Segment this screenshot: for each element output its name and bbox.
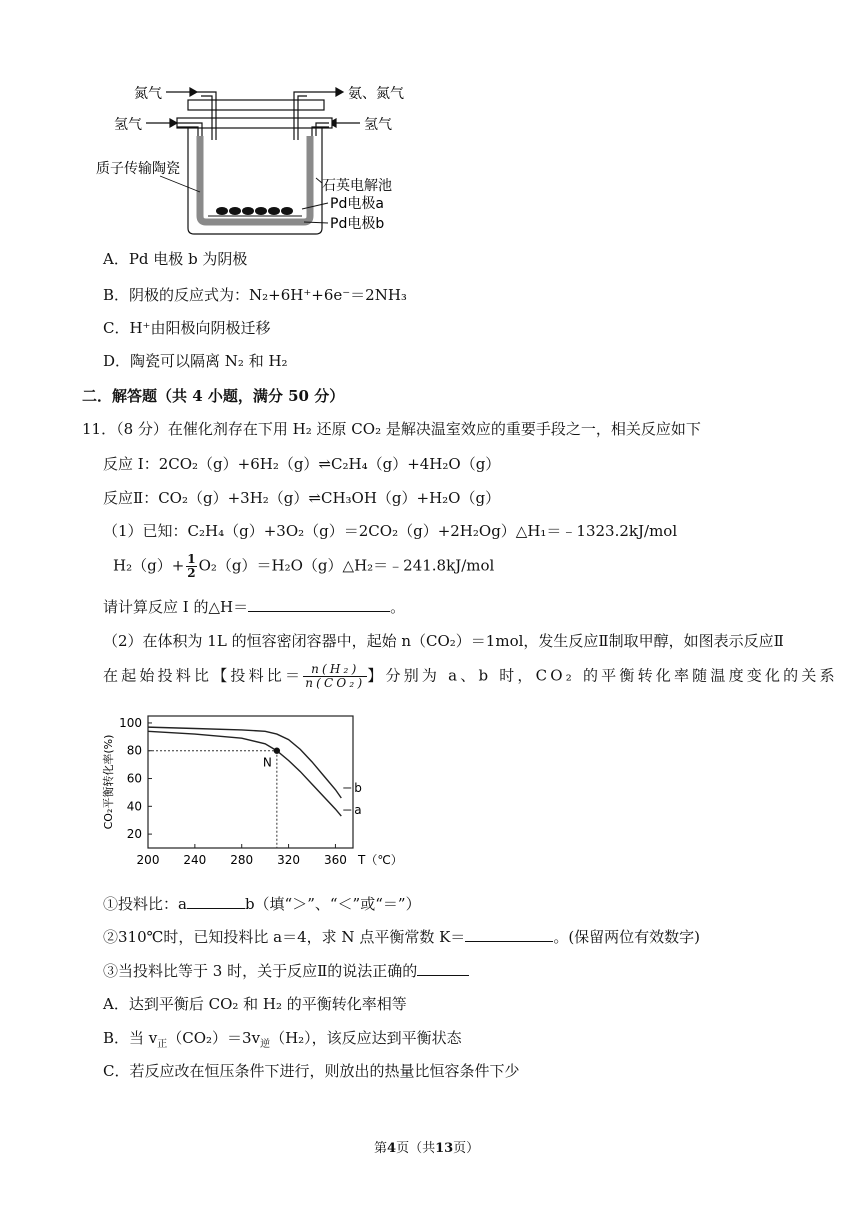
sub-question-3: ③当投料比等于 3 时，关于反应Ⅱ的说法正确的: [103, 960, 469, 981]
part1-question: 请计算反应 I 的△H＝ 。: [103, 598, 406, 616]
part2-line1: （2）在体积为 1L 的恒容密闭容器中，起始 n（CO₂）＝1mol，发生反应Ⅱ制取甲醇，如图表示反应Ⅱ: [103, 632, 784, 650]
annotation-point: [274, 748, 280, 754]
q11-option-a: A．达到平衡后 CO₂ 和 H₂ 的平衡转化率相等: [103, 995, 407, 1013]
answer-blank-ratio[interactable]: [187, 894, 245, 909]
series-line-a: [148, 731, 341, 816]
electrode-a-beads: [216, 207, 293, 215]
series-label-b: b: [354, 780, 362, 795]
q11-option-b: B．当 $v_正(CO_2)=3v_逆(H_2)$，该反应达到平衡状态: [103, 1029, 462, 1050]
quartz-vessel: [188, 128, 322, 234]
y-tick-label: 40: [126, 799, 142, 814]
y-tick-label: 80: [126, 743, 142, 758]
reaction-1: 反应 I：2CO₂（g）+6H₂（g）⇌C₂H₄（g）+4H₂O（g）: [103, 455, 501, 473]
answer-blank-deltaH[interactable]: [248, 597, 390, 612]
answer-blank-K[interactable]: [465, 927, 553, 942]
plot-frame: [148, 716, 353, 848]
q10-option-a: A．Pd 电极 b 为阴极: [103, 250, 248, 268]
nitrogen-in-label: 氮气: [134, 86, 162, 102]
series-line-b: [148, 727, 341, 798]
electrode-a-label: Pd电极a: [330, 196, 384, 212]
q10-option-d: D．陶瓷可以隔离 N₂ 和 H₂: [103, 352, 288, 370]
part1-equation-2: H₂（g）+ $\frac{1}{2}$ O₂（g）＝H₂O（g）△H₂＝﹣241.8kJ/mol: [113, 552, 495, 580]
y-tick-label: 20: [126, 827, 142, 842]
ceramic-label: 质子传输陶瓷: [96, 161, 180, 177]
electrolysis-apparatus-diagram: [90, 78, 420, 238]
q10-option-c: C．H⁺由阳极向阴极迁移: [103, 319, 271, 337]
x-tick-label: 320: [277, 853, 301, 867]
half-fraction: $\frac{1}{2}$: [187, 552, 196, 580]
q10-option-b: B．阴极的反应式为：N₂+6H⁺+6e⁻＝2NH₃: [103, 286, 407, 304]
y-axis-label: CO₂平衡转化率(%): [102, 734, 115, 830]
x-tick-label: 200: [136, 853, 160, 867]
top-lid: [188, 100, 324, 110]
hydrogen-in-left-label: 氢气: [114, 117, 142, 133]
gas-tubes: [177, 92, 329, 140]
x-tick-label: 280: [230, 853, 254, 867]
y-tick-label: 60: [126, 771, 142, 786]
series-label-a: a: [354, 803, 362, 818]
electrode-b-label: Pd电极b: [330, 216, 385, 232]
ammonia-nitrogen-out-label: 氨、氮气: [348, 86, 404, 102]
sub-question-2: ②310℃时，已知投料比 a＝4，求 N 点平衡常数 K＝ 。(保留两位有效数字): [103, 928, 701, 946]
q11-option-c: C．若反应改在恒压条件下进行，则放出的热量比恒容条件下少: [103, 1062, 520, 1080]
quartz-label: 石英电解池: [322, 178, 392, 194]
x-axis-label: T（℃）: [358, 853, 403, 867]
section-title: 二．解答题（共 4 小题，满分 50 分）: [82, 387, 345, 405]
q11-intro: 11．（8 分）在催化剂存在下用 H₂ 还原 CO₂ 是解决温室效应的重要手段之一，相关反应如下: [82, 420, 701, 438]
answer-blank-choice[interactable]: [417, 961, 469, 976]
part1-known: （1）已知：C₂H₄（g）+3O₂（g）＝2CO₂（g）+2H₂Og）△H₁＝﹣1323.2kJ/mol: [103, 522, 678, 540]
sub-question-1: ①投料比：a b（填“＞”、“＜”或“＝”）: [103, 895, 421, 913]
y-tick-label: 100: [119, 715, 142, 730]
ratio-fraction: $\frac{\text{n(H₂)}}{\text{n(CO₂)}}$: [305, 662, 366, 690]
reaction-2: 反应Ⅱ：CO₂（g）+3H₂（g）⇌CH₃OH（g）+H₂O（g）: [103, 489, 501, 507]
part2-line2: 在起始投料比【投料比＝ $\frac{\text{n(H₂)}}{\text{n(CO₂)}}$ 】分别为 a、b 时，CO₂ 的平衡转化率随温度变化的关系: [103, 662, 838, 690]
conversion-rate-chart: [98, 708, 403, 880]
x-tick-label: 360: [323, 853, 347, 867]
ceramic-tube: [200, 136, 310, 222]
hydrogen-in-right-label: 氢气: [364, 117, 392, 133]
x-tick-label: 240: [183, 853, 207, 867]
page-footer: 第4页（共13页）: [374, 1141, 480, 1156]
annotation-label: N: [262, 755, 272, 770]
